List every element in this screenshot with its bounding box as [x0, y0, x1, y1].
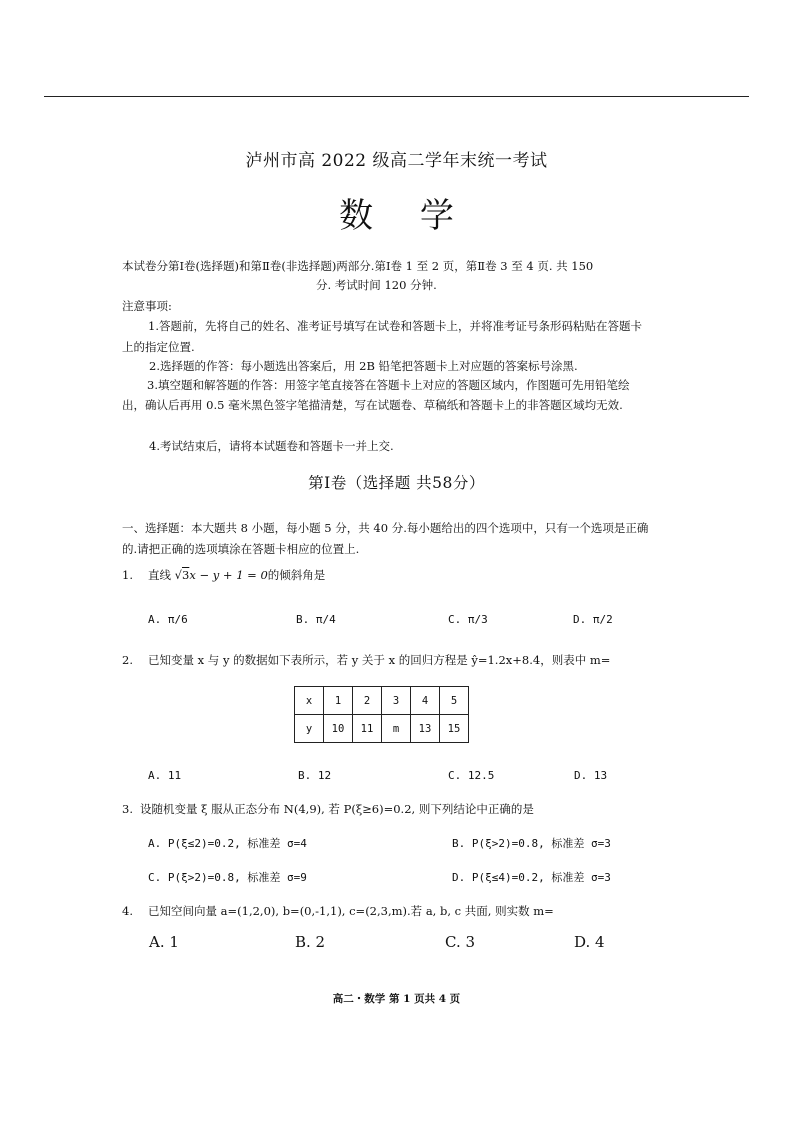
q3-option-b: B. P(ξ>2)=0.8, 标准差 σ=3 — [452, 837, 611, 850]
table-cell: m — [382, 715, 411, 743]
table-cell: 13 — [411, 715, 440, 743]
notice-item-3: 3.填空题和解答题的作答：用签字笔直接答在答题卡上对应的答题区域内，作图题可先用铅笔绘出，确认后再用 0.5 毫米黑色签字笔描清楚，写在试题卷、草稿纸和答题卡上的非答题区域均无效. — [122, 378, 630, 412]
table-cell: 10 — [324, 715, 353, 743]
question-2-number: 2. — [122, 653, 133, 667]
table-row — [295, 715, 469, 743]
notice-item-4: 4.考试结束后，请将本试题卷和答题卡一并上交. — [149, 439, 394, 453]
question-1-stem-suffix: 的倾斜角是 — [267, 568, 326, 582]
table-cell: 4 — [411, 687, 440, 715]
exam-title: 泸州市高 2022 级高二学年末统一考试 — [245, 151, 548, 171]
question-4-number: 4. — [122, 904, 133, 918]
intro-line-1: 本试卷分第Ⅰ卷(选择题)和第Ⅱ卷(非选择题)两部分.第Ⅰ卷 1 至 2 页，第Ⅱ卷 3 至 4 页. 共 150 — [122, 259, 594, 273]
section-title: 第Ⅰ卷（选择题 共58分） — [308, 474, 485, 492]
table-cell: 2 — [353, 687, 382, 715]
question-1-stem — [148, 565, 325, 585]
q2-option-a: A. 11 — [148, 769, 182, 782]
q1-option-a: A. π/6 — [148, 613, 188, 626]
data-table — [294, 686, 469, 743]
notice-heading: 注意事项: — [122, 299, 172, 313]
table-cell: y — [295, 715, 324, 743]
q1-option-d: D. π/2 — [573, 613, 613, 626]
table-cell: 11 — [353, 715, 382, 743]
notice-item-2: 2.选择题的作答：每小题选出答案后，用 2B 铅笔把答题卡上对应题的答案标号涂黑. — [149, 359, 578, 373]
table-row — [295, 687, 469, 715]
q3-option-d: D. P(ξ≤4)=0.2, 标准差 σ=3 — [452, 871, 611, 884]
header-rule — [44, 96, 749, 97]
intro-line-2: 分. 考试时间 120 分钟. — [316, 278, 437, 292]
table-cell: x — [295, 687, 324, 715]
q4-option-b: B. 2 — [295, 933, 326, 951]
section-instruction: 一、选择题：本大题共 8 小题，每小题 5 分，共 40 分.每小题给出的四个选项中，只有一个选项是正确的.请把正确的选项填涂在答题卡相应的位置上. — [122, 521, 649, 556]
question-2-stem: 已知变量 x 与 y 的数据如下表所示，若 y 关于 x 的回归方程是 ŷ=1.2x+8.4，则表中 m= — [148, 653, 611, 667]
sqrt-symbol: √ — [174, 568, 182, 582]
page-footer: 高二・数学 第 1 页共 4 页 — [332, 993, 461, 1005]
sqrt-radicand: 3 — [181, 568, 190, 582]
notice-item-1: 1.答题前，先将自己的姓名、准考证号填写在试卷和答题卡上，并将准考证号条形码粘贴在答题卡上的指定位置. — [122, 319, 642, 354]
q4-option-a: A. 1 — [149, 933, 179, 951]
table-cell: 5 — [440, 687, 469, 715]
question-1-equation: x − y + 1 = 0 — [189, 568, 268, 582]
q3-option-a: A. P(ξ≤2)=0.2, 标准差 σ=4 — [148, 837, 307, 850]
question-4-stem: 已知空间向量 a=(1,2,0), b=(0,-1,1), c=(2,3,m).若 a, b, c 共面, 则实数 m= — [148, 904, 554, 918]
question-1-stem-prefix: 直线 — [148, 568, 171, 582]
q4-option-c: C. 3 — [445, 933, 476, 951]
q3-option-c: C. P(ξ>2)=0.8, 标准差 σ=9 — [148, 871, 307, 884]
question-3-number: 3. — [122, 802, 133, 816]
subject-title: 数 学 — [339, 196, 472, 236]
table-cell: 15 — [440, 715, 469, 743]
q2-option-b: B. 12 — [298, 769, 332, 782]
q1-option-b: B. π/4 — [296, 613, 336, 626]
q1-option-c: C. π/3 — [448, 613, 488, 626]
question-1-number: 1. — [122, 568, 133, 582]
table-cell: 1 — [324, 687, 353, 715]
q4-option-d: D. 4 — [574, 933, 605, 951]
q2-option-d: D. 13 — [574, 769, 608, 782]
question-3-stem: 设随机变量 ξ 服从正态分布 N(4,9), 若 P(ξ≥6)=0.2, 则下列结论中正确的是 — [140, 802, 534, 816]
table-cell: 3 — [382, 687, 411, 715]
q2-option-c: C. 12.5 — [448, 769, 495, 782]
